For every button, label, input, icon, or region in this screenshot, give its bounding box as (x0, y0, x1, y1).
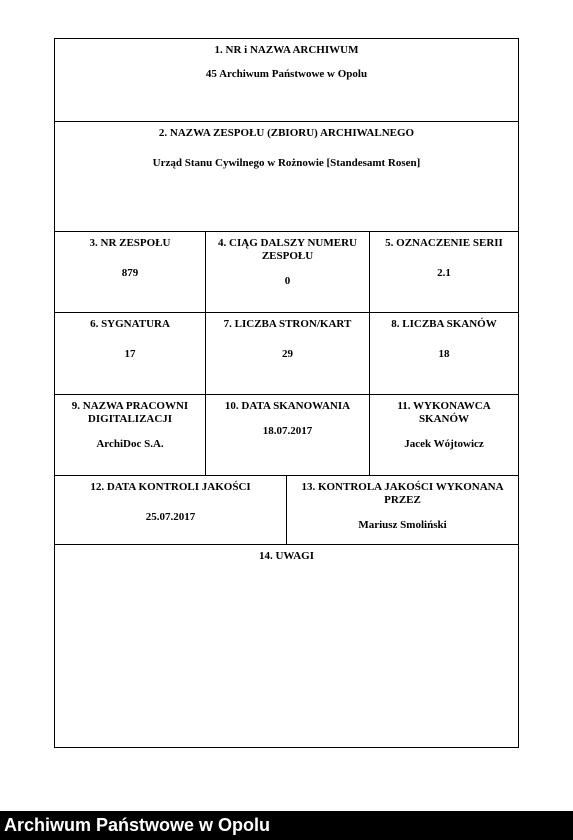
studio-label: 9. NAZWA PRACOWNI DIGITALIZACJI (71, 400, 189, 425)
series-value: 2.1 (437, 267, 451, 279)
digitization-row (55, 395, 518, 476)
qc-by-label: 13. KONTROLA JAKOŚCI WYKONANA PRZEZ (301, 481, 504, 506)
scanned-by-cell (370, 395, 518, 475)
fonds-continuation-label: 4. CIĄG DALSZY NUMERU ZESPOŁU (218, 237, 357, 262)
fonds-name-value: Urząd Stanu Cywilnego w Rożnowie [Standesamt Rosen] (152, 157, 421, 169)
pages-value: 29 (282, 348, 293, 360)
studio-cell (55, 395, 206, 475)
qc-date-cell (55, 476, 287, 544)
pages-cell (206, 313, 370, 394)
archive-footer-banner: Archiwum Państwowe w Opolu (0, 811, 573, 840)
series-label: 5. OZNACZENIE SERII (385, 237, 503, 249)
fonds-name-row (55, 122, 518, 232)
scan-date-value: 18.07.2017 (262, 425, 313, 437)
qc-date-label: 12. DATA KONTROLI JAKOŚCI (90, 481, 251, 493)
remarks-row (55, 545, 518, 747)
scans-cell (370, 313, 518, 394)
qc-by-cell (287, 476, 518, 544)
pages-label: 7. LICZBA STRON/KART (223, 318, 352, 330)
remarks-label: 14. UWAGI (258, 550, 314, 562)
series-cell (370, 232, 518, 312)
qc-by-value: Mariusz Smoliński (358, 519, 447, 531)
scanned-by-label: 11. WYKONAWCA SKANÓW (397, 400, 491, 425)
fonds-number-cell (55, 232, 206, 312)
archive-value: 45 Archiwum Państwowe w Opolu (205, 68, 368, 80)
scan-date-cell (206, 395, 370, 475)
scan-date-label: 10. DATA SKANOWANIA (224, 400, 351, 412)
remarks-cell (55, 545, 518, 747)
fonds-continuation-value: 0 (284, 275, 291, 287)
archive-row (55, 39, 518, 122)
fonds-number-label: 3. NR ZESPOŁU (89, 237, 171, 249)
signature-label: 6. SYGNATURA (90, 318, 170, 330)
signature-value: 17 (124, 348, 136, 360)
signature-cell (55, 313, 206, 394)
scans-value: 18 (438, 348, 450, 360)
fonds-number-value: 879 (121, 267, 139, 279)
archive-cell (55, 39, 518, 121)
fonds-number-row (55, 232, 518, 313)
qc-date-value: 25.07.2017 (145, 511, 196, 523)
signature-row (55, 313, 518, 395)
scanned-by-value: Jacek Wójtowicz (404, 438, 484, 450)
studio-value: ArchiDoc S.A. (96, 438, 164, 450)
fonds-name-cell (55, 122, 518, 231)
scans-label: 8. LICZBA SKANÓW (391, 318, 497, 330)
archive-label: 1. NR i NAZWA ARCHIWUM (214, 44, 359, 56)
fonds-continuation-cell (206, 232, 370, 312)
metadata-card (54, 38, 519, 748)
quality-control-row (55, 476, 518, 545)
fonds-name-label: 2. NAZWA ZESPOŁU (ZBIORU) ARCHIWALNEGO (158, 127, 415, 139)
